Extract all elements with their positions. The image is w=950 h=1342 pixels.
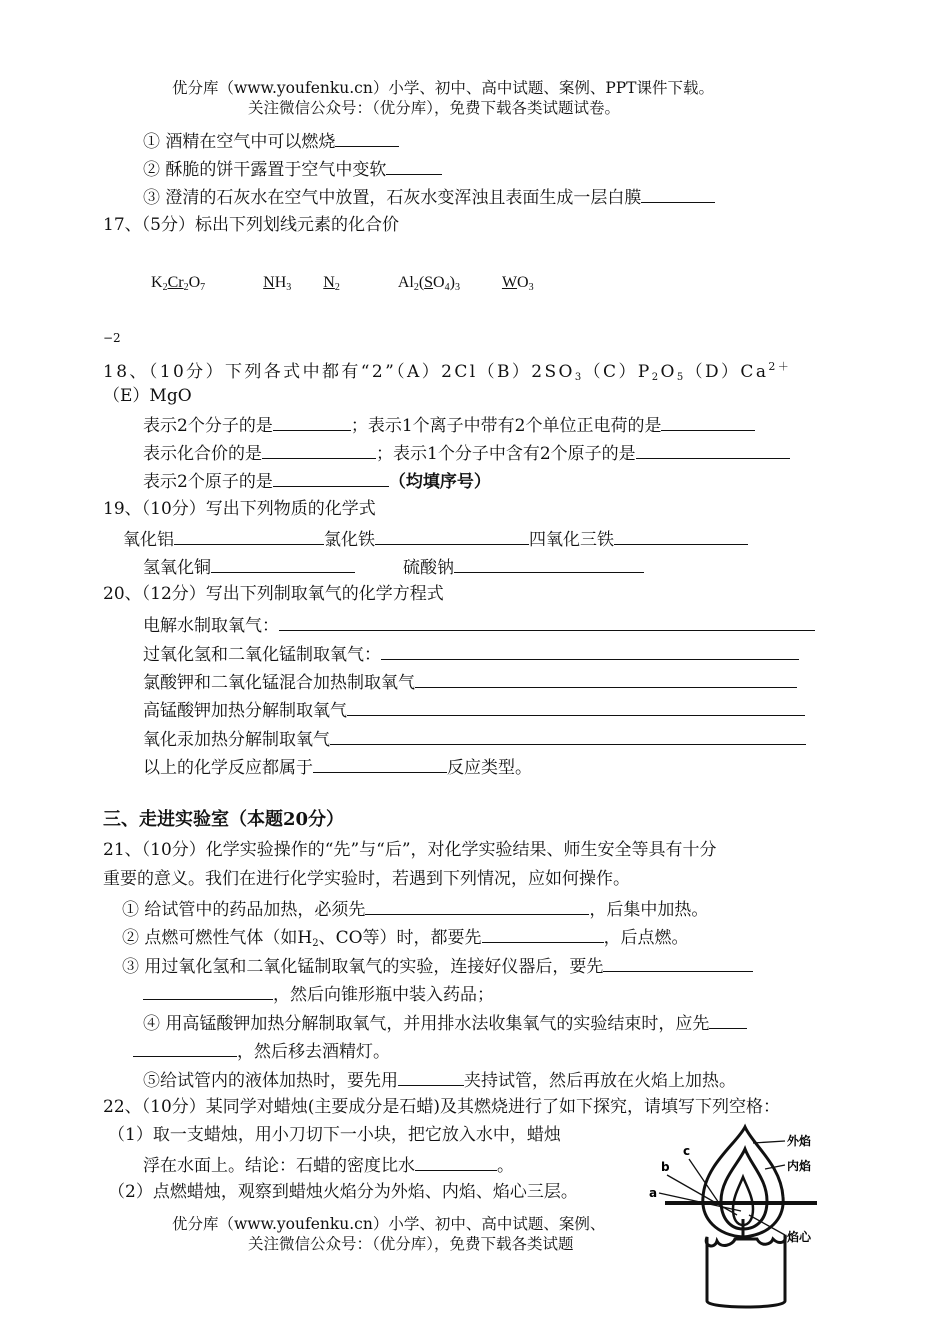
answer-blank[interactable] (347, 698, 805, 716)
q18-title-cont: （E）MgO (103, 386, 192, 406)
q18-row-1: 表示2个分子的是 ；表示1个离子中带有2个单位正电荷的是 (143, 413, 755, 437)
footer-line-1: 优分库（www.youfenku.cn）小学、初中、高中试题、案例、 (172, 1215, 606, 1233)
answer-blank[interactable] (330, 727, 806, 745)
answer-blank[interactable] (641, 185, 715, 203)
leader-line-outer (753, 1141, 785, 1143)
label-flame-core: 焰心 (787, 1230, 812, 1244)
q18-row-3: 表示2个原子的是 （均填序号） (143, 469, 491, 493)
q22-part-1-cont: 浮在水面上。结论：石蜡的密度比水 。 (143, 1153, 514, 1177)
q17-formulas: $K_2Cr_2O_7$ $NH_3$ $N_2$ $Al_2(SO_4)_3$ $WO_3$ (151, 274, 534, 293)
label-inner-flame: 内焰 (787, 1159, 812, 1173)
section-title: 三、走进实验室（本题20分） (103, 809, 345, 830)
header-line-1: 优分库（www.youfenku.cn）小学、初中、高中试题、案例、PPT课件下载。 (172, 79, 715, 97)
q21-item-5: ⑤给试管内的液体加热时，要先用 夹持试管，然后再放在火焰上加热。 (143, 1068, 736, 1092)
q21-item-2: ② 点燃可燃性气体（如$H_2$、CO等）时，都要先 ，后点燃。 (122, 925, 689, 955)
candle-body (706, 1235, 785, 1307)
q17-title: 17、（5分）标出下列划线元素的化合价 (103, 215, 399, 235)
answer-blank[interactable] (365, 897, 589, 915)
q20-title: 20、（12分）写出下列制取氧气的化学方程式 (103, 584, 444, 604)
q21-item-1: ① 给试管中的药品加热，必须先 ，后集中加热。 (122, 897, 708, 921)
answer-blank[interactable] (133, 1039, 237, 1057)
answer-blank[interactable] (335, 129, 399, 147)
q16-item-1: ① 酒精在空气中可以燃烧 (143, 129, 399, 153)
answer-blank[interactable] (614, 527, 748, 545)
answer-blank[interactable] (375, 527, 529, 545)
q19-title: 19、（10分）写出下列物质的化学式 (103, 499, 376, 519)
q16-item-3: ③ 澄清的石灰水在空气中放置，石灰水变浑浊且表面生成一层白膜 (143, 185, 715, 209)
q21-item-4: ④ 用高锰酸钾加热分解制取氧气，并用排水法收集氧气的实验结束时，应先 (143, 1011, 747, 1035)
q21-item-3-cont: ，然后向锥形瓶中装入药品； (143, 982, 494, 1006)
q21-item-4-cont: ，然后移去酒精灯。 (133, 1039, 390, 1063)
header-line-2: 关注微信公众号：（优分库），免费下载各类试题试卷。 (248, 99, 621, 117)
answer-blank[interactable] (273, 469, 389, 487)
q21-item-3: ③ 用过氧化氢和二氧化锰制取氧气的实验，连接好仪器后，要先 (122, 954, 753, 978)
answer-blank[interactable] (603, 954, 753, 972)
answer-blank[interactable] (313, 755, 447, 773)
answer-blank[interactable] (262, 441, 376, 459)
q20-item-2: 过氧化氢和二氧化锰制取氧气： (143, 642, 799, 666)
q21-line-1: 21、（10分）化学实验操作的“先”与“后”，对化学实验结果、师生安全等具有十分 (103, 840, 717, 860)
label-b: b (661, 1160, 670, 1174)
q19-row-1: 氧化铝 氯化铁 四氧化三铁 (123, 527, 748, 551)
answer-blank[interactable] (636, 441, 790, 459)
label-outer-flame: 外焰 (787, 1134, 812, 1148)
q17-charge-mark: −2 (103, 331, 121, 345)
answer-blank[interactable] (454, 555, 644, 573)
answer-blank[interactable] (381, 642, 799, 660)
label-a: a (649, 1186, 658, 1200)
candle-flame-figure (645, 1115, 845, 1310)
answer-blank[interactable] (398, 1068, 464, 1086)
q20-item-5: 氧化汞加热分解制取氧气 (143, 727, 806, 751)
q22-part-1: （1）取一支蜡烛，用小刀切下一小块，把它放入水中，蜡烛 (108, 1125, 561, 1145)
answer-blank[interactable] (211, 555, 355, 573)
footer-line-2: 关注微信公众号：（优分库），免费下载各类试题 (248, 1235, 574, 1253)
q20-item-1: 电解水制取氧气： (143, 613, 815, 637)
q19-row-2: 氢氧化铜 硫酸钠 (143, 555, 644, 579)
q18-row-2: 表示化合价的是 ；表示1个分子中含有2个原子的是 (143, 441, 790, 465)
answer-blank[interactable] (415, 670, 797, 688)
answer-blank[interactable] (415, 1153, 497, 1171)
answer-blank[interactable] (661, 413, 755, 431)
answer-blank[interactable] (279, 613, 815, 631)
answer-blank[interactable] (386, 157, 442, 175)
q22-part-2: （2）点燃蜡烛，观察到蜡烛火焰分为外焰、内焰、焰心三层。 (108, 1182, 578, 1202)
q20-item-6: 以上的化学反应都属于 反应类型。 (143, 755, 532, 779)
answer-blank[interactable] (273, 413, 351, 431)
inner-flame-shape (721, 1149, 767, 1229)
answer-blank[interactable] (143, 982, 273, 1000)
q20-item-4: 高锰酸钾加热分解制取氧气 (143, 698, 805, 722)
q22-title: 22、（10分）某同学对蜡烛(主要成分是石蜡)及其燃烧进行了如下探究，请填写下列空格： (103, 1097, 781, 1117)
answer-blank[interactable] (709, 1011, 747, 1029)
label-c: c (683, 1144, 691, 1158)
q20-item-3: 氯酸钾和二氧化锰混合加热制取氧气 (143, 670, 797, 694)
q16-item-2: ② 酥脆的饼干露置于空气中变软 (143, 157, 442, 181)
answer-blank[interactable] (174, 527, 324, 545)
q21-line-2: 重要的意义。我们在进行化学实验时，若遇到下列情况，应如何操作。 (103, 869, 630, 889)
q18-title: 18、（10分）下列各式中都有“$2”(A)2Cl(B)2SO_3(C)P_2O_5(D)Ca^{2+}$ (103, 360, 792, 383)
answer-blank[interactable] (482, 925, 604, 943)
